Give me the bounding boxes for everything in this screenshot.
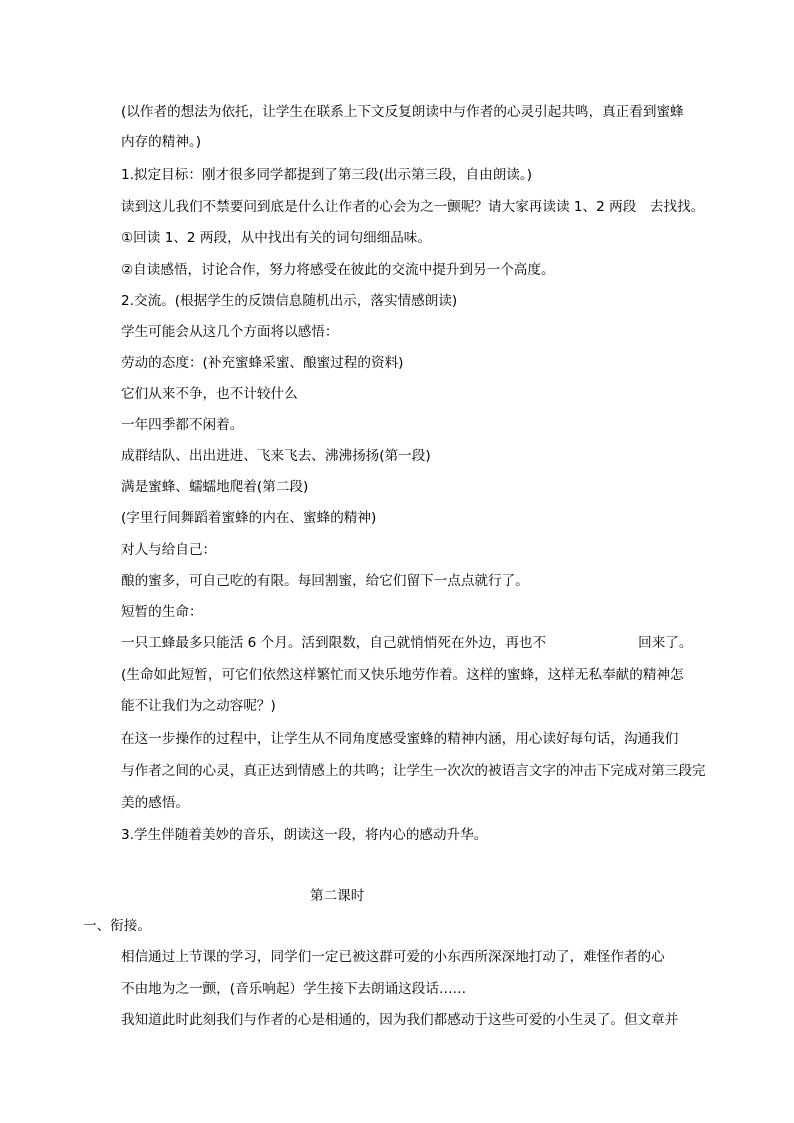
life-quote-part-2: 回来了。 [638, 635, 693, 651]
step-2-exchange: 2.交流。(根据学生的反馈信息随机出示，落实情感朗读) [121, 293, 458, 309]
labor-quote-3: 成群结队、出出进进、飞来飞去、沸沸扬扬(第一段) [121, 448, 431, 464]
aspects-intro: 学生可能会从这几个方面将以感悟： [121, 324, 339, 340]
reflection-line-3: 美的感悟。 [121, 795, 189, 811]
life-quote-part-1: 一只工蜂最多只能活 6 个月。活到限数，自己就悄悄死在外边，再也不 [121, 635, 547, 651]
step-3-reading: 3.学生伴随着美妙的音乐，朗读这一段，将内心的感动升华。 [121, 827, 488, 843]
sub-step-2: ②自读感悟，讨论合作，努力将感受在彼此的交流中提升到另一个高度。 [121, 262, 555, 278]
sub-step-1: ①回读 1、2 两段，从中找出有关的词句细细品味。 [121, 230, 431, 246]
life-label: 短暂的生命： [121, 604, 203, 620]
others-quote: 酿的蜜多，可自己吃的有限。每回割蜜，给它们留下一点点就行了。 [121, 573, 529, 589]
labor-note: (字里行间舞蹈着蜜蜂的内在、蜜蜂的精神) [121, 510, 377, 526]
labor-attitude-label: 劳动的态度：(补充蜜蜂采蜜、酿蜜过程的资料) [121, 355, 404, 371]
lesson-2-title: 第二课时 [310, 888, 365, 904]
others-label: 对人与给自己： [121, 542, 217, 558]
labor-quote-4: 满是蜜蜂、蠕蠕地爬着(第二段) [121, 479, 309, 495]
reflection-line-1: 在这一步操作的过程中，让学生从不同角度感受蜜蜂的精神内涵，用心读好每句话，沟通我们 [121, 731, 679, 747]
intro-para-line-2: 内存的精神。) [121, 134, 202, 150]
section-1-title: 一、衔接。 [83, 918, 151, 934]
life-note-line-2: 能不让我们为之动容呢？) [121, 698, 276, 714]
bridge-line-2: 不由地为之一颤，(音乐响起）学生接下去朗诵这段话…… [121, 981, 467, 997]
guiding-question: 读到这儿我们不禁要问到底是什么让作者的心会为之一颤呢？请大家再读读 1、2 两段 去找找。 [121, 199, 705, 215]
labor-quote-1: 它们从来不争，也不计较什么 [121, 386, 298, 402]
labor-quote-2: 一年四季都不闲着。 [121, 417, 244, 433]
intro-para-line-1: (以作者的想法为依托，让学生在联系上下文反复朗读中与作者的心灵引起共鸣，真正看到蜜蜂 [121, 104, 684, 120]
reflection-line-2: 与作者之间的心灵，真正达到情感上的共鸣；让学生一次次的被语言文字的冲击下完成对第三段完 [121, 763, 706, 779]
life-quote [121, 634, 692, 652]
bridge-line-3: 我知道此时此刻我们与作者的心是相通的，因为我们都感动于这些可爱的小生灵了。但文章并 [121, 1012, 679, 1028]
bridge-line-1: 相信通过上节课的学习，同学们一定已被这群可爱的小东西所深深地打动了，难怪作者的心 [121, 949, 665, 965]
step-1-goal: 1.拟定目标：刚才很多同学都提到了第三段(出示第三段，自由朗读。) [121, 167, 532, 183]
life-note-line-1: (生命如此短暂，可它们依然这样繁忙而又快乐地劳作着。这样的蜜蜂，这样无私奉献的精神怎 [121, 667, 684, 683]
